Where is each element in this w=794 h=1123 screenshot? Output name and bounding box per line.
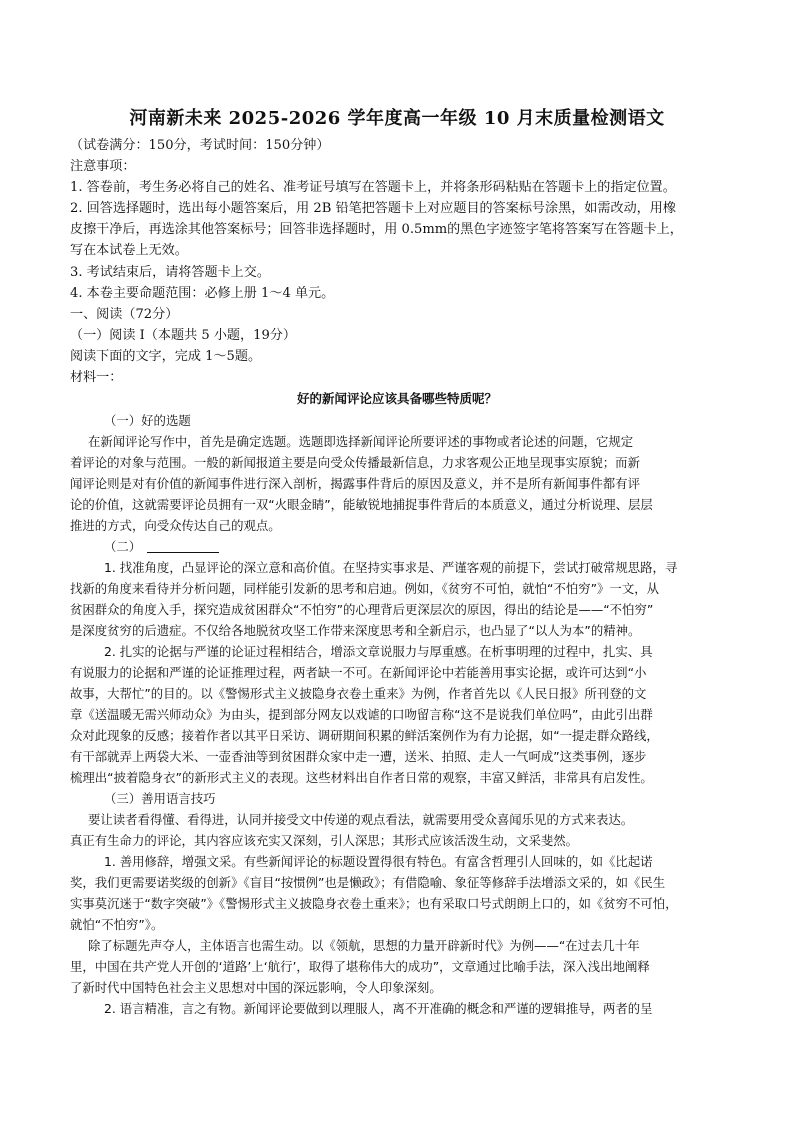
part1-heading: （一）好的选题	[104, 413, 191, 428]
body-line: 梳理出“披着隐身衣”的新形式主义的表现。这些材料出自作者日常的观察，丰富又鲜活，非常具有启发性。	[70, 770, 653, 785]
body-line: 在新闻评论写作中，首先是确定选题。选题即选择新闻评论所要评述的事物或者论述的问题，它规定	[88, 434, 634, 449]
section-heading: 一、阅读（72分）	[70, 307, 179, 322]
body-line: 众对此现象的反感；接着作者以其平日采访、调研期间积累的鲜活案例作为有力论据，如“一提走群众路线，	[70, 728, 659, 743]
body-line: 2. 扎实的论据与严谨的论证过程相结合，增添文章说服力与厚重感。在析事明理的过程中，扎实、具	[104, 644, 653, 659]
body-line: 有说服力的论据和严谨的论证推理过程，两者缺一不可。在新闻评论中若能善用事实论据，或许可达到“小	[70, 665, 647, 680]
body-line: 是深度贫穷的后遗症。不仅给各地脱贫攻坚工作带来深度思考和全新启示，也凸显了“以人为本”的精神。	[70, 623, 641, 638]
body-line: 实事莫沉迷于“数字突破”》《警惕形式主义披隐身衣卷土重来》；也有采取口号式朗朗上口的，如《贫穷不可怕，	[70, 896, 678, 911]
notice-line: 皮擦干净后，再选涂其他答案标号；回答非选择题时，用 0.5mm的黑色字迹签字笔将答案写在答题卡上，	[70, 222, 683, 237]
notice-line: 4. 本卷主要命题范围：必修上册 1～4 单元。	[70, 286, 335, 301]
body-line: 推进的方式，向受众传达自己的观点。	[70, 518, 281, 533]
notice-line: 1. 答卷前，考生务必将自己的姓名、准考证号填写在答题卡上，并将条形码粘贴在答题卡上的指定位置。	[70, 180, 676, 195]
body-line: 真正有生命力的评论，其内容应该充实又深刻，引人深思；其形式应该活泼生动，文采斐然。	[70, 833, 579, 848]
notice-heading: 注意事项：	[70, 159, 136, 174]
body-line: 着评论的对象与范围。一般的新闻报道主要是向受众传播最新信息，力求客观公正地呈现事实原貌；而新	[70, 455, 640, 470]
article-title: 好的新闻评论应该具备哪些特质呢？	[296, 391, 497, 406]
instruction: 阅读下面的文字，完成 1～5题。	[70, 349, 262, 364]
body-line: 除了标题先声夺人，主体语言也需生动。以《领航，思想的力量开辟新时代》为例——“在过去几十年	[88, 938, 640, 953]
material-label: 材料一：	[70, 370, 123, 385]
body-line: 就怕“不怕穷”》。	[70, 917, 164, 932]
part2-heading	[104, 537, 219, 557]
subsection-heading: （一）阅读 I（本题共 5 小题，19分）	[70, 328, 296, 343]
body-line: 要让读者看得懂、看得进，认同并接受文中传递的观点看法，就需要用受众喜闻乐见的方式来表达。	[88, 812, 634, 827]
exam-title: 河南新未来 2025-2026 学年度高一年级 10 月末质量检测语文	[129, 108, 665, 129]
body-line: 章《送温暖无需兴师动众》为由头，提到部分网友以戏谑的口吻留言称“这不是说我们单位吗”，由此引出群	[70, 707, 653, 722]
body-line: 里，中国在共产党人开创的‘道路’上‘航行’，取得了堪称伟大的成功”，文章通过比喻手法，深入浅出地阐释	[70, 959, 650, 974]
notice-line: 2. 回答选择题时，选出每小题答案后，用 2B 铅笔把答题卡上对应题目的答案标号涂黑，如需改动，用橡	[70, 201, 676, 216]
part3-heading: （三）善用语言技巧	[104, 791, 216, 806]
body-line: 2. 语言精准，言之有物。新闻评论要做到以理服人，离不开准确的概念和严谨的逻辑推导，两者的呈	[104, 1001, 653, 1016]
body-line: 奖，我们更需要诺奖级的创新》《盲目“按惯例”也是懒政》；有借隐喻、象征等修辞手法增添文采的，如《民生	[70, 875, 666, 890]
body-line: 论的价值，这就需要评论员拥有一双“火眼金睛”，能敏锐地捕捉事件背后的本质意义，通过分析说理、层层	[70, 497, 653, 512]
part2-heading-text: （二）	[104, 539, 142, 554]
answer-blank[interactable]	[147, 538, 219, 553]
body-line: 了新时代中国特色社会主义思想对中国的深远影响，令人印象深刻。	[70, 980, 442, 995]
body-line: 有干部就弄上两袋大米、一壶香油等到贫困群众家中走一遭，送米、拍照、走人一气呵成”这类事例，逐步	[70, 749, 647, 764]
body-line: 故事，大帮忙”的目的。以《警惕形式主义披隐身衣卷土重来》为例，作者首先以《人民日报》所刊登的文	[70, 686, 647, 701]
body-line: 找新的角度来看待并分析问题，同样能引发新的思考和启迪。例如，《贫穷不可怕，就怕“不怕穷”》一文，从	[70, 581, 659, 596]
exam-info: （试卷满分：150分，考试时间：150分钟）	[70, 138, 330, 153]
body-line: 闻评论则是对有价值的新闻事件进行深入剖析，揭露事件背后的原因及意义，并不是所有新闻事件都有评	[70, 476, 640, 491]
body-line: 1. 善用修辞，增强文采。有些新闻评论的标题设置得很有特色。有富含哲理引人回味的，如《比起诺	[104, 854, 653, 869]
body-line: 贫困群众的角度入手，探究造成贫困群众“不怕穷”的心理背后更深层次的原因，得出的结论是——“不怕穷”	[70, 602, 654, 617]
notice-line: 3. 考试结束后，请将答题卡上交。	[70, 265, 270, 280]
body-line: 1. 找准角度，凸显评论的深立意和高价值。在坚持实事求是、严谨客观的前提下，尝试打破常规思路，寻	[104, 560, 678, 575]
notice-line: 写在本试卷上无效。	[70, 243, 188, 258]
